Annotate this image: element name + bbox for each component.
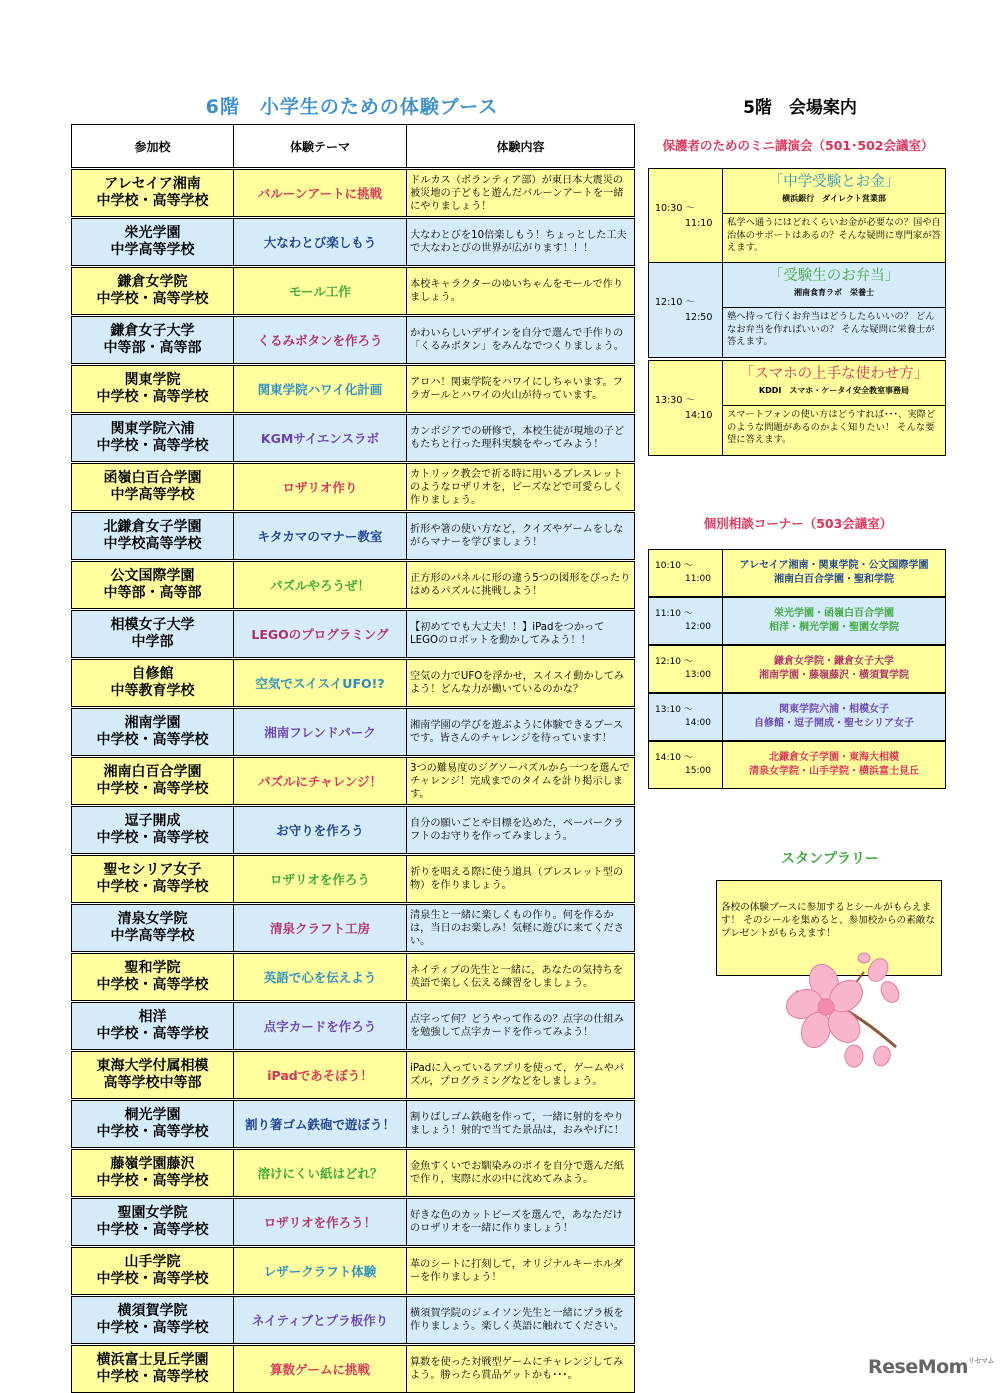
- table-row: [72, 709, 635, 756]
- theme: ロザリオを作ろう: [234, 856, 407, 903]
- school-name-line2: 中等部・高等部: [103, 585, 202, 601]
- section-title-6f: 6階 小学生のための体験ブース: [205, 96, 499, 118]
- table-row: [72, 219, 635, 266]
- theme: 清泉クラフト工房: [234, 905, 407, 952]
- school-name: [72, 219, 234, 266]
- school-name: [72, 1346, 234, 1393]
- school-name-line2: 中学校・高等学校: [96, 1369, 209, 1385]
- booth-table: [71, 124, 635, 1393]
- resemom-logo: ReseMom$^{リセマム}$: [868, 1356, 994, 1378]
- consult-schools: [723, 742, 945, 788]
- table-row: [72, 905, 635, 952]
- theme: ロザリオ作り: [234, 464, 407, 511]
- school-name-line2: 中学校・高等学校: [96, 977, 209, 993]
- consult-section-title: 個別相談コーナー（503会議室）: [703, 516, 893, 531]
- table-row: [72, 464, 635, 511]
- consult-time-start: 14:10 ～: [655, 753, 693, 763]
- content: 金魚すくいでお馴染みのポイを自分で選んだ紙で作り，実際に水の中に沈めてみよう。: [407, 1150, 635, 1197]
- content: 自分の願いごとや目標を込めた，ペーパークラフトのお守りを作ってみましょう。: [407, 807, 635, 854]
- consult-schools-line1: 関東学院六浦・相模女子: [779, 704, 889, 715]
- school-name-line1: 聖セシリア女子: [103, 862, 202, 878]
- school-name: [72, 807, 234, 854]
- content: カンボジアでの研修で，本校生徒が現地の子どもたちと行った理科実験をやってみよう！: [407, 415, 635, 462]
- lecture-section-title: 保護者のためのミニ講演会（501･502会議室）: [662, 138, 934, 153]
- consult-schools: [723, 694, 945, 740]
- consult-schools-line1: 鎌倉女学院・鎌倉女子大学: [774, 656, 894, 667]
- consult-slot: [648, 693, 946, 741]
- theme: 関東学院ハワイ化計画: [234, 366, 407, 413]
- consult-time: [649, 646, 723, 692]
- lecture-topic: 「スマホの上手な使わせ方」: [739, 366, 929, 382]
- theme: くるみボタンを作ろう: [234, 317, 407, 364]
- theme: キタカマのマナー教室: [234, 513, 407, 560]
- school-name-line1: 公文国際学園: [110, 568, 195, 584]
- school-name: [72, 905, 234, 952]
- header-content: 体験内容: [407, 125, 635, 168]
- school-name: [72, 1297, 234, 1344]
- table-row: [72, 1297, 635, 1344]
- school-name: [72, 660, 234, 707]
- school-name-line1: 関東学院六浦: [110, 421, 195, 437]
- table-row: [72, 1199, 635, 1246]
- table-row: [72, 1003, 635, 1050]
- school-name: [72, 1003, 234, 1050]
- school-name-line1: 横須賀学院: [117, 1303, 188, 1319]
- school-name: [72, 562, 234, 609]
- school-name: [72, 366, 234, 413]
- consult-schools-line2: 湘南学園・藤嶺藤沢・横須賀学院: [759, 670, 909, 681]
- school-name: [72, 709, 234, 756]
- lecture-organizer: 湘南食育ラボ 栄養士: [794, 288, 874, 297]
- consult-schools-line2: 清泉女学院・山手学院・横浜富士見丘: [749, 766, 919, 777]
- consult-time-end: 12:00: [685, 622, 711, 632]
- theme: ネイティブとプラ板作り: [234, 1297, 407, 1344]
- consult-time: [649, 598, 723, 644]
- school-name-line2: 中学校・高等学校: [96, 781, 209, 797]
- school-name-line2: 中学高等学校: [110, 928, 195, 944]
- school-name-line1: 桐光学園: [124, 1107, 181, 1123]
- content: 湘南学園の学びを遊ぶように体験できるブースです。皆さんのチャレンジを待っています！: [407, 709, 635, 756]
- consult-slot: [648, 549, 946, 597]
- table-row: [72, 1101, 635, 1148]
- content: 正方形のパネルに形の違う5つの図形をぴったりはめるパズルに挑戦しよう！: [407, 562, 635, 609]
- lecture-topic: 「受験生のお弁当」: [768, 268, 900, 284]
- theme: 点字カードを作ろう: [234, 1003, 407, 1050]
- school-name-line1: 湘南学園: [124, 715, 181, 731]
- table-row: [72, 856, 635, 903]
- content: アロハ！関東学院をハワイにしちゃいます。フラガールとハワイの火山が待っています。: [407, 366, 635, 413]
- school-name-line2: 中学校・高等学校: [96, 193, 209, 209]
- school-name-line2: 中学校高等学校: [103, 536, 202, 552]
- school-name: [72, 611, 234, 658]
- table-row: [72, 758, 635, 805]
- school-name-line2: 中学校・高等学校: [96, 1124, 209, 1140]
- school-name-line1: 相洋: [138, 1009, 167, 1025]
- table-row: [72, 268, 635, 315]
- school-name-line2: 中学校・高等学校: [96, 389, 209, 405]
- lecture-description: 塾へ持って行くお弁当はどうしたらいいの？ どんなお弁当を作ればいいの？ そんな疑問に栄養士が答えます。: [727, 311, 935, 347]
- table-row: [72, 317, 635, 364]
- content: 3つの難易度のジグソーパズルから一つを選んでチャレンジ！完成までのタイムを計り掲示します。: [407, 758, 635, 805]
- table-row: [72, 1248, 635, 1295]
- content: ドルカス（ボランティア部）が東日本大震災の被災地の子どもと遊んだバルーンアートを一緒にやりましょう！: [407, 170, 635, 217]
- lecture-organizer: KDDI スマホ・ケータイ安全教室事務局: [758, 386, 910, 395]
- table-row: [72, 611, 635, 658]
- content: 割りばしゴム鉄砲を作って，一緒に射的をやりましょう！射的で当てた景品は，おみやげに！: [407, 1101, 635, 1148]
- header-school: 参加校: [72, 125, 234, 168]
- theme: レザークラフト体験: [234, 1248, 407, 1295]
- content: 大なわとびを10倍楽しもう！ちょっとした工夫で大なわとびの世界が広がります！！！: [407, 219, 635, 266]
- school-name-line1: 栄光学園: [124, 225, 181, 241]
- school-name: [72, 1248, 234, 1295]
- consult-time-end: 13:00: [685, 670, 711, 680]
- school-name: [72, 317, 234, 364]
- school-name: [72, 1150, 234, 1197]
- table-row: [72, 1346, 635, 1393]
- school-name: [72, 1052, 234, 1099]
- theme: パズルにチャレンジ！: [234, 758, 407, 805]
- theme: ロザリオを作ろう！: [234, 1199, 407, 1246]
- lecture-item: [648, 360, 946, 456]
- school-name-line2: 中等部・高等部: [103, 340, 202, 356]
- theme: パズルやろうぜ！: [234, 562, 407, 609]
- school-name: [72, 268, 234, 315]
- school-name-line1: 東海大学付属相模: [96, 1058, 209, 1074]
- theme: KGMサイエンスラボ: [234, 415, 407, 462]
- theme: 湘南フレンドパーク: [234, 709, 407, 756]
- table-row: [72, 562, 635, 609]
- header-theme: 体験テーマ: [234, 125, 407, 168]
- table-row: [72, 660, 635, 707]
- table-row: [72, 415, 635, 462]
- school-name: [72, 170, 234, 217]
- content: 点字って何？どうやって作るの？点字の仕組みを勉強して点字カードを作ってみよう！: [407, 1003, 635, 1050]
- lecture-description: 私学へ通うにはどれくらいお金が必要なの？国や自治体のサポートはあるの？そんな疑問に専門家が答えます。: [727, 217, 941, 253]
- lecture-time-start: 12:10 ～: [655, 297, 695, 308]
- school-name-line1: 山手学院: [124, 1254, 181, 1270]
- school-name-line2: 中学校・高等学校: [96, 732, 209, 748]
- content: 祈りを唱える際に使う道具（ブレスレット型の物）を作りましょう。: [407, 856, 635, 903]
- school-name-line1: 横浜富士見丘学園: [96, 1352, 209, 1368]
- theme: 空気でスイスイUFO!?: [234, 660, 407, 707]
- lecture-time-end: 11:10: [685, 218, 713, 229]
- theme: 溶けにくい紙はどれ？: [234, 1150, 407, 1197]
- stamp-rally-title: スタンプラリー: [781, 851, 879, 867]
- lecture-topic: 「中学受験とお金」: [768, 174, 900, 190]
- content: 【初めてでも大丈夫！！】iPadをつかってLEGOのロボットを動かしてみよう！！: [407, 611, 635, 658]
- lecture-item: [648, 168, 946, 264]
- consult-schools: [723, 646, 945, 692]
- lecture-time-start: 10:30 ～: [655, 203, 695, 214]
- school-name-line2: 中学校・高等学校: [96, 291, 209, 307]
- school-name: [72, 758, 234, 805]
- school-name-line2: 中学高等学校: [110, 487, 195, 503]
- consult-time-end: 11:00: [685, 574, 711, 584]
- school-name-line1: 北鎌倉女子学園: [103, 519, 202, 535]
- school-name-line1: 清泉女学院: [117, 911, 188, 927]
- school-name-line1: 聖和学院: [124, 960, 181, 976]
- content: ネイティブの先生と一緒に，あなたの気持ちを英語で楽しく伝える練習をしましょう。: [407, 954, 635, 1001]
- content: 好きな色のカットビーズを選んで，あなただけのロザリオを一緒に作りましょう！: [407, 1199, 635, 1246]
- school-name-line1: 鎌倉女子大学: [110, 323, 195, 339]
- consult-time-end: 14:00: [685, 718, 711, 728]
- school-name-line2: 中学校・高等学校: [96, 1222, 209, 1238]
- section-title-5f: 5階 会場案内: [743, 98, 857, 118]
- table-row: [72, 366, 635, 413]
- table-row: [72, 954, 635, 1001]
- school-name-line1: 自修館: [131, 666, 174, 682]
- consult-time-start: 12:10 ～: [655, 657, 693, 667]
- school-name-line2: 中学校・高等学校: [96, 1271, 209, 1287]
- consult-schools-line2: 湘南白百合学園・聖和学院: [774, 574, 894, 585]
- theme: お守りを作ろう: [234, 807, 407, 854]
- content: 算数を使った対戦型ゲームにチャレンジしてみよう。勝ったら賞品ゲットかも･･･。: [407, 1346, 635, 1393]
- school-name: [72, 513, 234, 560]
- school-name-line1: 聖園女学院: [117, 1205, 188, 1221]
- school-name-line1: 函嶺白百合学園: [103, 470, 202, 486]
- school-name-line1: アレセイア湘南: [104, 176, 201, 192]
- school-name: [72, 464, 234, 511]
- school-name-line1: 藤嶺学園藤沢: [110, 1156, 195, 1172]
- table-row: [72, 807, 635, 854]
- school-name-line2: 中学部: [131, 634, 174, 650]
- theme: モール工作: [234, 268, 407, 315]
- content: カトリック教会で祈る時に用いるブレスレットのようなロザリオを，ビーズなどで可愛らしく作りましょう。: [407, 464, 635, 511]
- school-name-line1: 湘南白百合学園: [103, 764, 202, 780]
- table-row: [72, 1150, 635, 1197]
- consult-schools-line1: アレセイア湘南・関東学院・公文国際学園: [739, 560, 929, 571]
- school-name-line2: 中学校・高等学校: [96, 1173, 209, 1189]
- content: 横須賀学院のジェイソン先生と一緒にプラ板を作りましょう。楽しく英語に触れてください。: [407, 1297, 635, 1344]
- school-name-line2: 中学校・高等学校: [96, 879, 209, 895]
- consult-schools-line2: 相洋・桐光学園・聖園女学院: [769, 622, 899, 633]
- lecture-description: スマートフォンの使い方はどうすれば･･･、実際どのような問題があるのかよく知りたい！ そんな要望に答えます。: [727, 409, 936, 445]
- consult-schools: [723, 598, 945, 644]
- consult-slot: [648, 645, 946, 693]
- consult-slot: [648, 741, 946, 789]
- school-name: [72, 1101, 234, 1148]
- school-name-line2: 中学校・高等学校: [96, 438, 209, 454]
- school-name-line1: 逗子開成: [124, 813, 181, 829]
- consult-time: [649, 694, 723, 740]
- content: 清泉生と一緒に楽しくもの作り。何を作るかは，当日のお楽しみ！気軽に遊びに来てください。: [407, 905, 635, 952]
- consult-time-start: 11:10 ～: [655, 609, 693, 619]
- consult-time-start: 13:10 ～: [655, 705, 693, 715]
- theme: iPadであそぼう！: [234, 1052, 407, 1099]
- lecture-time-start: 13:30 ～: [655, 395, 695, 406]
- consult-schools: [723, 550, 945, 596]
- consult-slot: [648, 597, 946, 645]
- consult-schools-line2: 自修館・逗子開成・聖セシリア女子: [754, 718, 914, 729]
- theme: 大なわとび楽しもう: [234, 219, 407, 266]
- table-row: [72, 1052, 635, 1099]
- school-name-line2: 中学校・高等学校: [96, 1026, 209, 1042]
- school-name-line1: 相模女子大学: [110, 617, 195, 633]
- school-name: [72, 1199, 234, 1246]
- theme: 割り箸ゴム鉄砲で遊ぼう！: [234, 1101, 407, 1148]
- school-name: [72, 415, 234, 462]
- consult-schools-line1: 北鎌倉女子学園・東海大相模: [769, 752, 899, 763]
- school-name-line2: 中等教育学校: [110, 683, 195, 699]
- cherry-blossom-illustration: [786, 952, 906, 1070]
- lecture-organizer: 横浜銀行 ダイレクト営業部: [782, 194, 886, 203]
- school-name: [72, 856, 234, 903]
- school-name-line2: 中学校・高等学校: [96, 830, 209, 846]
- school-name-line2: 中学高等学校: [110, 242, 195, 258]
- table-row: [72, 513, 635, 560]
- school-name-line2: 高等学校中等部: [103, 1075, 202, 1091]
- theme: LEGOのプログラミング: [234, 611, 407, 658]
- content: かわいらしいデザインを自分で選んで手作りの「くるみボタン」をみんなでつくりましょう。: [407, 317, 635, 364]
- lecture-time-end: 12:50: [685, 312, 713, 323]
- consult-schools-line1: 栄光学園・函嶺白百合学園: [774, 608, 894, 619]
- theme: 算数ゲームに挑戦: [234, 1346, 407, 1393]
- stamp-rally-description: 各校の体験ブースに参加するとシールがもらえます！ そのシールを集めると、参加校からの素敵なプレゼントがもらえます！: [716, 880, 942, 976]
- consult-time: [649, 742, 723, 788]
- lecture-time: [649, 263, 723, 357]
- theme: 英語で心を伝えよう: [234, 954, 407, 1001]
- theme: バルーンアートに挑戦: [234, 170, 407, 217]
- lecture-item: [648, 262, 946, 358]
- lecture-time-end: 14:10: [685, 410, 713, 421]
- consult-time-start: 10:10 ～: [655, 561, 693, 571]
- school-name-line2: 中学校・高等学校: [96, 1320, 209, 1336]
- table-row: [72, 170, 635, 217]
- consult-time: [649, 550, 723, 596]
- content: 革のシートに打刻して，オリジナルキーホルダーを作りましょう！: [407, 1248, 635, 1295]
- lecture-time: [649, 361, 723, 455]
- content: 本校キャラクターのゆいちゃんをモールで作りましょう。: [407, 268, 635, 315]
- school-name-line1: 関東学院: [124, 372, 181, 388]
- lecture-time: [649, 169, 723, 263]
- school-name-line1: 鎌倉女学院: [117, 274, 188, 290]
- consult-time-end: 15:00: [685, 766, 711, 776]
- school-name: [72, 954, 234, 1001]
- content: 空気の力でUFOを浮かせ，スイスイ動かしてみよう！どんな力が働いているのかな？: [407, 660, 635, 707]
- content: iPadに入っているアプリを使って，ゲームやパズル，プログラミングなどをしましょう。: [407, 1052, 635, 1099]
- content: 折形や箸の使い方など，クイズやゲームをしながらマナーを学びましょう！: [407, 513, 635, 560]
